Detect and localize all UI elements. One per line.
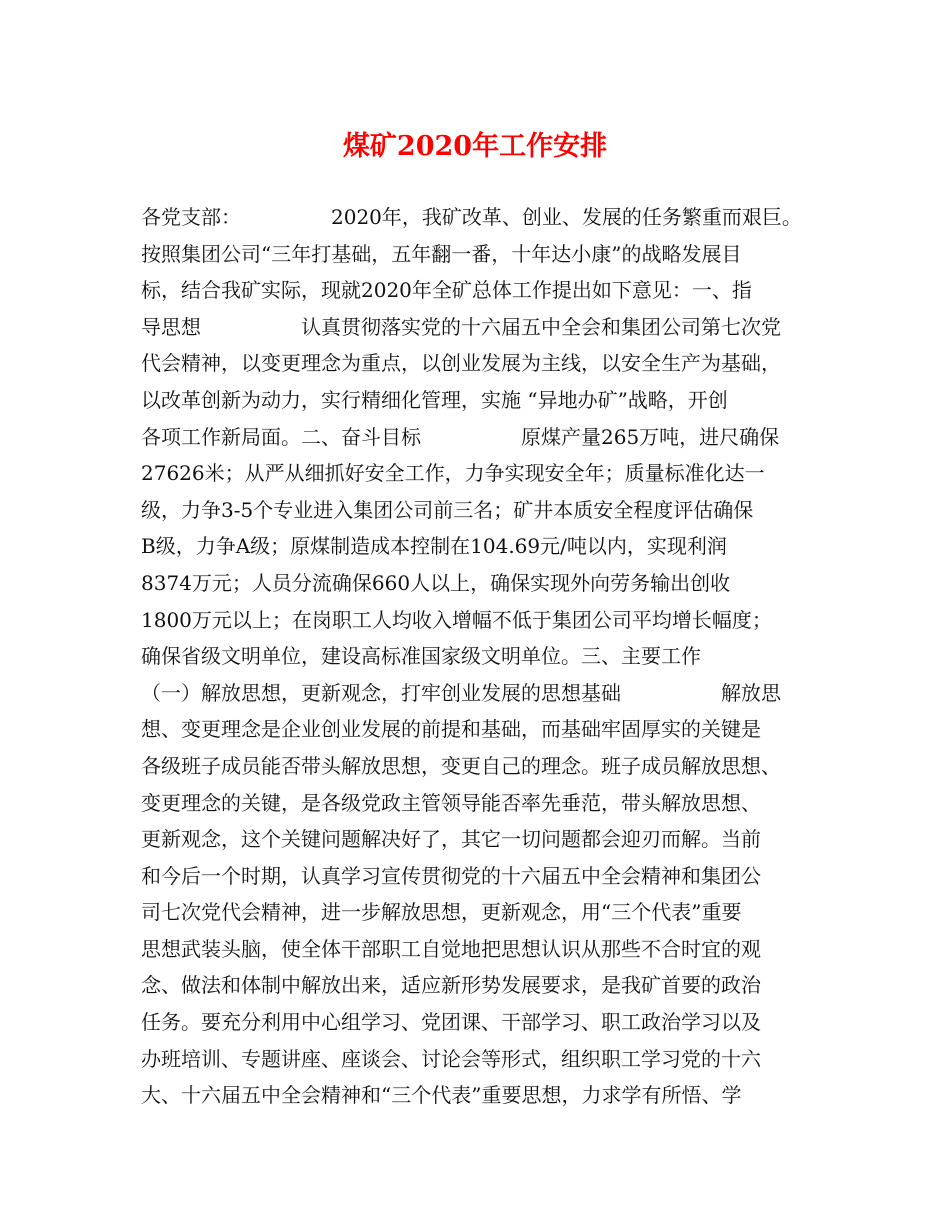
body-text-line: 变更理念的关键，是各级党政主管领导能否率先垂范，带头解放思想、 [141,790,761,815]
body-text-line: 27626米；从严从细抓好安全工作，力争实现安全年；质量标准化达一 [141,461,765,486]
body-text-line: 任务。要充分利用中心组学习、党团课、干部学习、职工政治学习以及 [141,1010,761,1035]
body-text-line: 和今后一个时期，认真学习宣传贯彻党的十六届五中全会精神和集团公 [141,863,761,888]
body-text-line: 各党支部： 2020年，我矿改革、创业、发展的任务繁重而艰巨。 [141,205,802,229]
body-text-line: 念、做法和体制中解放出来，适应新形势发展要求，是我矿首要的政治 [141,973,761,998]
body-text-line: 各级班子成员能否带头解放思想，变更自己的理念。班子成员解放思想、 [141,753,781,778]
document-body [141,199,821,1114]
body-text-line: 1800万元以上；在岗职工人均收入增幅不低于集团公司平均增长幅度； [141,607,772,632]
body-text-line: 想、变更理念是企业创业发展的前提和基础，而基础牢固厚实的关键是 [141,717,761,742]
body-text-line: 按照集团公司“三年打基础，五年翻一番，十年达小康”的战略发展目 [141,241,742,266]
body-text-line: 代会精神，以变更理念为重点，以创业发展为主线，以安全生产为基础， [141,351,781,376]
body-text-line: 以改革创新为动力，实行精细化管理，实施 “异地办矿”战略，开创 [141,387,728,412]
body-text-line: B级，力争A级；原煤制造成本控制在104.69元/吨以内，实现利润 [141,534,727,559]
body-text-line: 办班培训、专题讲座、座谈会、讨论会等形式，组织职工学习党的十六 [141,1046,761,1071]
body-text-line: 级，力争3-5个专业进入集团公司前三名；矿井本质安全程度评估确保 [141,497,754,522]
document-title: 煤矿2020年工作安排 [342,131,608,162]
body-text-line: 8374万元；人员分流确保660人以上，确保实现外向劳务输出创收 [141,570,731,595]
body-text-line: 更新观念，这个关键问题解决好了，其它一切问题都会迎刃而解。当前 [141,827,761,852]
body-text-line: （一）解放思想，更新观念，打牢创业发展的思想基础 解放思 [141,680,781,705]
body-text-line: 思想武装头脑，使全体干部职工自觉地把思想认识从那些不合时宜的观 [141,936,761,961]
body-text-line: 确保省级文明单位，建设高标准国家级文明单位。三、主要工作 [141,644,701,669]
body-text-line: 司七次党代会精神，进一步解放思想，更新观念，用“三个代表”重要 [141,900,742,925]
body-text-line: 大、十六届五中全会精神和“三个代表”重要思想，力求学有所悟、学 [141,1083,742,1108]
body-text-line: 导思想 认真贯彻落实党的十六届五中全会和集团公司第七次党 [141,314,781,339]
body-text-line: 各项工作新局面。二、奋斗目标 原煤产量265万吨，进尺确保 [141,424,780,449]
body-text-line: 标，结合我矿实际，现就2020年全矿总体工作提出如下意见：一、指 [141,278,752,303]
